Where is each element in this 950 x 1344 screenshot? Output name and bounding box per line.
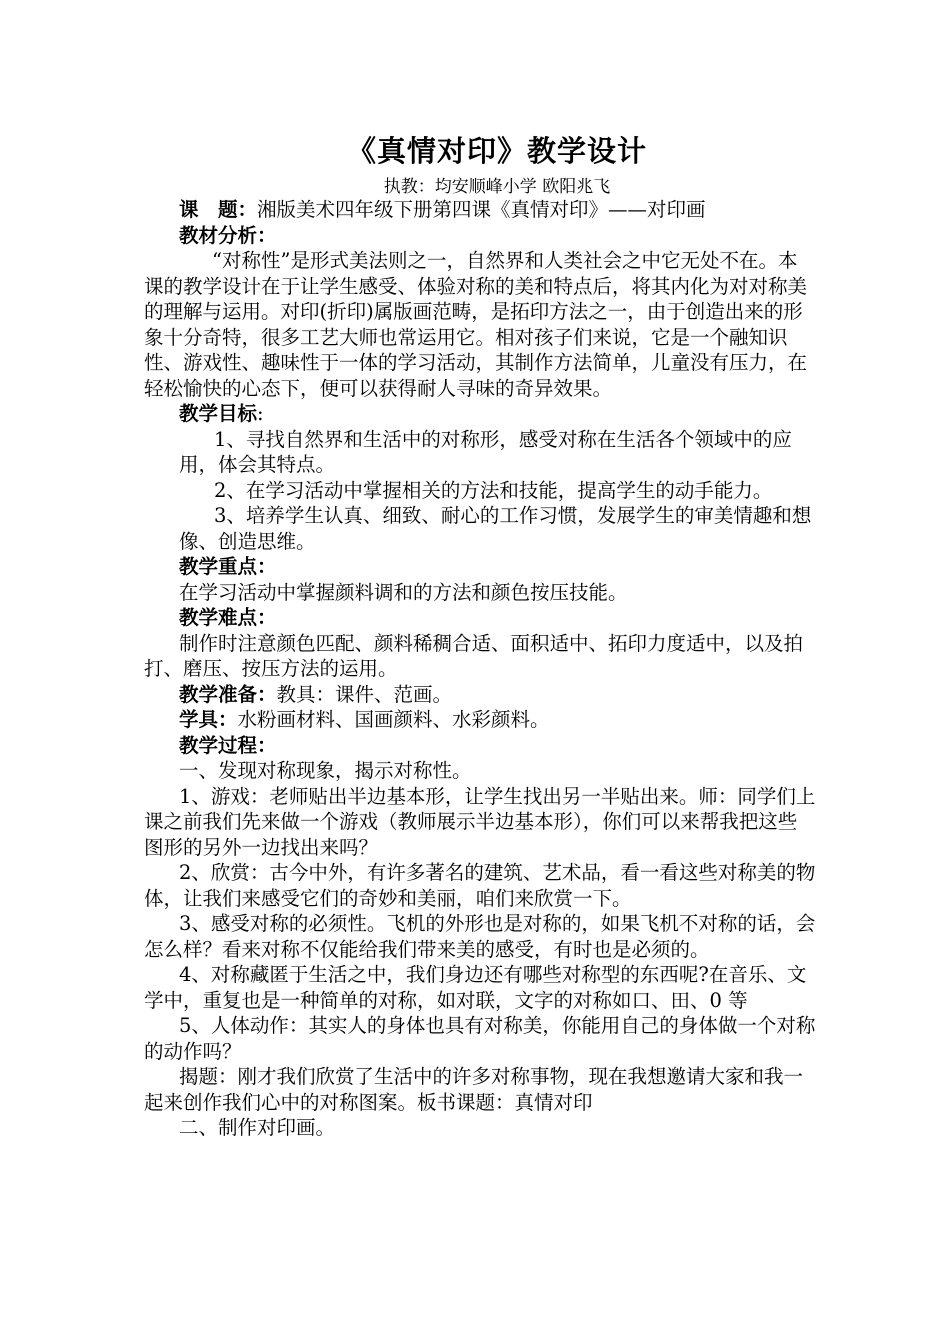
process-step: 揭题：刚才我们欣赏了生活中的许多对称事物，现在我想邀请大家和我一起来创作我们心中的对称图案。板书课题：真情对印: [144, 1065, 804, 1114]
course-value: 湘版美术四年级下册第四课《真情对印》——对印画: [257, 198, 706, 221]
prep-heading: 教学准备：: [179, 682, 277, 706]
course-label: 课 题：: [179, 198, 258, 221]
goal-item: 3、培养学生认真、细致、耐心的工作习惯，发展学生的审美情趣和想像、创造思维。: [179, 504, 812, 553]
goals-colon: :: [257, 402, 264, 425]
key-heading: 教学重点：: [179, 555, 277, 578]
process-heading: 教学过程：: [179, 733, 277, 757]
process-step: 5、人体动作：其实人的身体也具有对称美，你能用自己的身体做一个对称的动作吗？: [144, 1014, 816, 1063]
tools-heading: 学具：: [179, 708, 238, 731]
process-step: 4、对称藏匿于生活之中，我们身边还有哪些对称型的东西呢?在音乐、文学中，重复也是一种简单的对称，如对联，文字的对称如口、田、0 等: [144, 963, 807, 1012]
process-step: 2、欣赏：古今中外，有许多著名的建筑、艺术品，看一看这些对称美的物体，让我们来感受它们的奇妙和美丽，咱们来欣赏一下。: [144, 861, 816, 910]
goals-heading: 教学目标: [179, 402, 258, 425]
goal-item: 1、寻找自然界和生活中的对称形，感受对称在生活各个领域中的应用，体会其特点。: [179, 427, 792, 476]
prep-text: 教具：课件、范画。: [276, 682, 453, 706]
course-line: [144, 197, 816, 223]
difficulty-text: 制作时注意颜色匹配、颜料稀稠合适、面积适中、拓印力度适中，以及拍打、磨压、按压方法的运用。: [144, 631, 804, 680]
process-step: 3、感受对称的必须性。飞机的外形也是对称的，如果飞机不对称的话，会怎么样？看来对称不仅能给我们带来美的感受，有时也是必须的。: [144, 912, 816, 961]
author-line: 执教：均安顺峰小学 欧阳兆飞: [383, 177, 611, 197]
difficulty-heading: 教学难点：: [179, 606, 277, 629]
analysis-heading: 教材分析：: [179, 223, 277, 247]
process-step: 1、游戏：老师贴出半边基本形，让学生找出另一半贴出来。师：同学们上课之前我们先来做一个游戏（教师展示半边基本形），你们可以来帮我把这些图形的另外一边找出来吗？: [144, 784, 816, 859]
prep-line: [144, 682, 816, 708]
document-title: 《真情对印》教学设计: [346, 134, 647, 168]
tools-line: [144, 707, 816, 733]
goal-item: 2、在学习活动中掌握相关的方法和技能，提高学生的动手能力。: [214, 478, 773, 502]
process-step: 一、发现对称现象，揭示对称性。: [179, 759, 472, 782]
goals-heading-line: [144, 401, 816, 427]
process-step: 二、制作对印画。: [179, 1116, 336, 1139]
document-body: [144, 197, 816, 1141]
tools-text: 水粉画材料、国画颜料、水彩颜料。: [237, 708, 550, 731]
key-text: 在学习活动中掌握颜料调和的方法和颜色按压技能。: [179, 580, 628, 604]
analysis-paragraph: “对称性”是形式美法则之一，自然界和人类社会之中它无处不在。本课的教学设计在于让学生感受、体验对称的美和特点后，将其内化为对对称美的理解与运用。对印(折印)属版画范畴，是拓印方法之一，由于创造出来的形象十分奇特，很多工艺大师也常运用它。相对孩子们来说，它是一个融知识性、游戏性、趣味性于一体的学习活动，其制作方法简单，儿童没有压力，在轻松愉快的心态下，便可以获得耐人寻味的奇异效果。: [144, 249, 808, 400]
